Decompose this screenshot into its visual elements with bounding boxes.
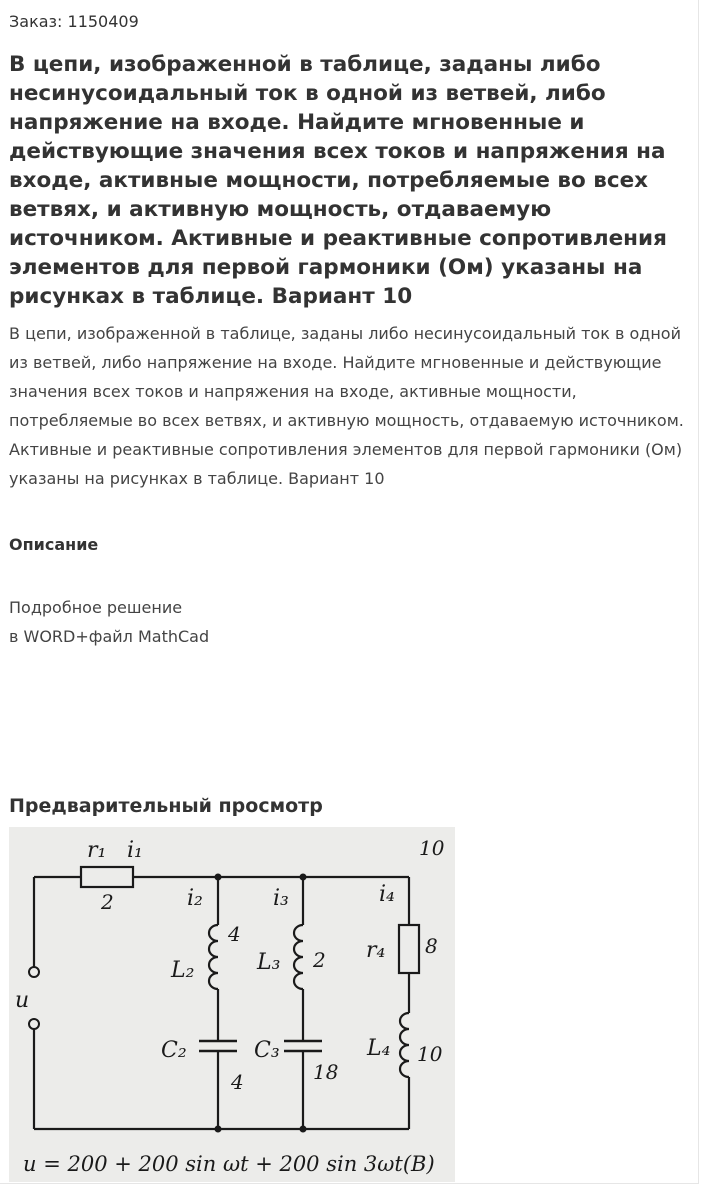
label-i3: i₃: [273, 886, 289, 911]
value-l2: 4: [228, 922, 241, 946]
capacitor-c3: [284, 1041, 322, 1051]
label-i1: i₁: [127, 838, 143, 863]
voltage-formula: u = 200 + 200 sin ωt + 200 sin 3ωt(В): [23, 1152, 435, 1176]
description-line-2: в WORD+файл MathCad: [9, 627, 210, 646]
inductor-l2: [209, 925, 218, 989]
label-l2: L₂: [171, 958, 195, 983]
resistor-r1: [81, 867, 133, 887]
circuit-preview-image[interactable]: [9, 827, 455, 1182]
value-l3: 2: [313, 948, 326, 972]
label-i4: i₄: [379, 882, 395, 907]
label-r4: r₄: [366, 938, 386, 963]
circuit-diagram: [9, 827, 455, 1182]
value-c3: 18: [313, 1060, 339, 1084]
value-r4: 8: [425, 934, 438, 958]
label-c2: C₂: [161, 1038, 187, 1063]
inductor-l4: [400, 1013, 409, 1077]
variant-number: 10: [419, 836, 445, 860]
value-l4: 10: [417, 1042, 443, 1066]
label-u: u: [15, 988, 30, 1013]
page-title: В цепи, изображенной в таблице, заданы либо несинусоидальный ток в одной из ветвей, либо напряжение на входе. Найдите мгновенные и действующие значения всех токов и напряжения на входе, активные мощности, потребляемые во всех ветвях, и активную мощность, отдаваемую источником. Активные и реактивные сопротивления элементов для первой гармоники (Ом) указаны на рисунках в таблице. Вариант 10: [9, 52, 667, 309]
capacitor-c2: [199, 1041, 237, 1051]
resistor-r4: [399, 925, 419, 973]
description-line-1: Подробное решение: [9, 598, 183, 617]
label-c3: C₃: [254, 1038, 280, 1063]
task-text: В цепи, изображенной в таблице, заданы либо несинусоидальный ток в одной из ветвей, либо напряжение на входе. Найдите мгновенные и действующие значения всех токов и напряжения на входе, активные мощности, потребляемые во всех ветвях, и активную мощность, отдаваемую источником. Активные и реактивные сопротивления элементов для первой гармоники (Ом) указаны на рисунках в таблице. Вариант 10: [9, 324, 684, 488]
label-r1: r₁: [87, 838, 107, 863]
label-i2: i₂: [187, 886, 203, 911]
order-label: Заказ: 1150409: [9, 12, 139, 31]
label-l3: L₃: [257, 950, 281, 975]
value-c2: 4: [231, 1070, 244, 1094]
terminal-top: [29, 967, 39, 977]
inductor-l3: [294, 925, 303, 989]
terminal-bottom: [29, 1019, 39, 1029]
label-l4: L₄: [367, 1036, 391, 1061]
circuit-wires: [34, 877, 409, 1129]
junction-dots: [215, 874, 307, 1133]
description-heading: Описание: [9, 535, 99, 554]
value-r1: 2: [101, 890, 114, 914]
preview-heading: Предварительный просмотр: [9, 795, 323, 817]
